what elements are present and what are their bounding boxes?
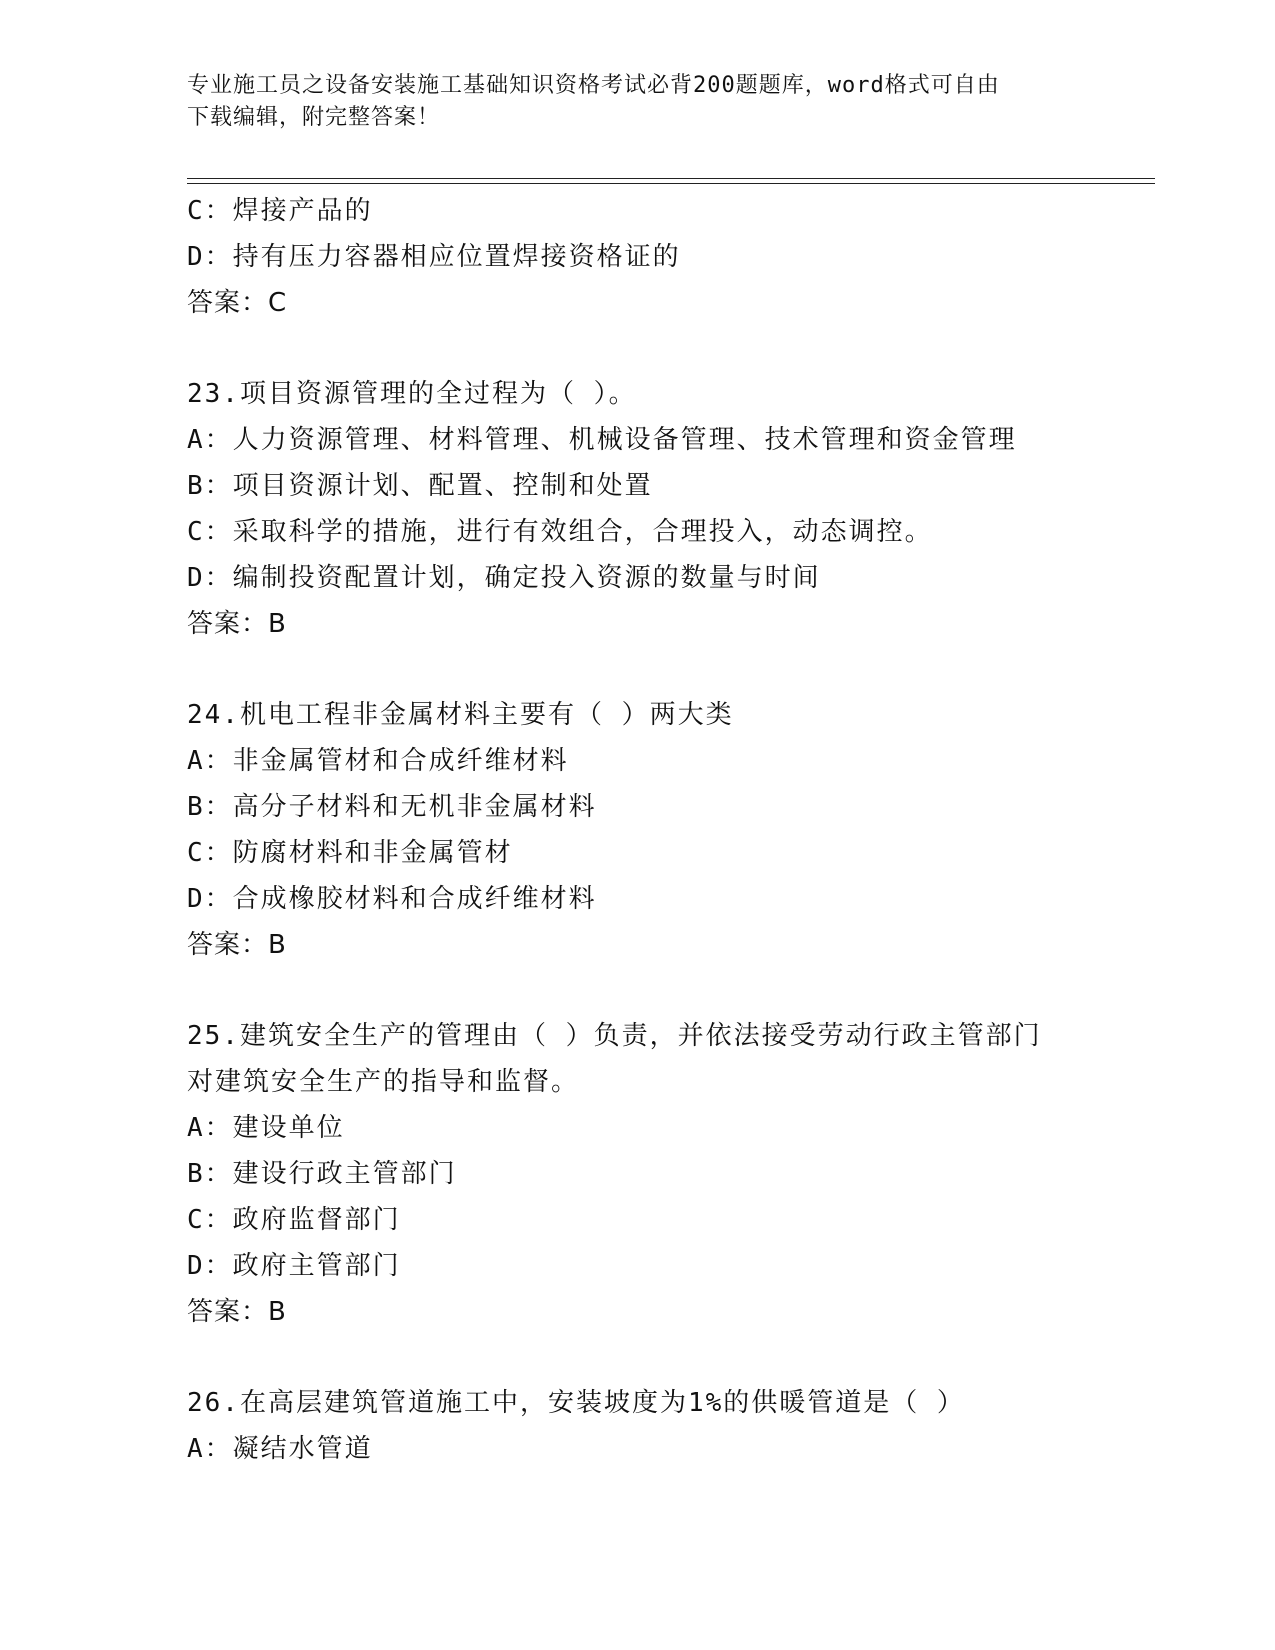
option-a: A：非金属管材和合成纤维材料 xyxy=(187,746,569,776)
question-stem: 24.机电工程非金属材料主要有（ ）两大类 xyxy=(187,700,734,730)
question-24 xyxy=(187,692,1147,968)
answer: 答案：B xyxy=(187,930,287,960)
question-stem-line-1: 25.建筑安全生产的管理由（ ）负责，并依法接受劳动行政主管部门 xyxy=(187,1021,1042,1051)
header-title-line-2: 下载编辑，附完整答案！ xyxy=(187,105,441,130)
option-d: D：政府主管部门 xyxy=(187,1251,401,1281)
answer: 答案：B xyxy=(187,609,287,639)
question-list xyxy=(187,188,1147,1472)
option-d: D：合成橡胶材料和合成纤维材料 xyxy=(187,884,597,914)
answer: 答案：B xyxy=(187,1297,287,1327)
option-c: C：防腐材料和非金属管材 xyxy=(187,838,513,868)
question-23 xyxy=(187,371,1147,647)
answer: 答案：C xyxy=(187,288,288,318)
header-divider-bottom xyxy=(187,183,1155,184)
option-a: A：凝结水管道 xyxy=(187,1434,373,1464)
header-divider-top xyxy=(187,178,1155,179)
option-a: A：人力资源管理、材料管理、机械设备管理、技术管理和资金管理 xyxy=(187,425,1017,455)
question-stem-line-2: 对建筑安全生产的指导和监督。 xyxy=(187,1067,580,1097)
option-c: C：焊接产品的 xyxy=(187,196,373,226)
option-b: B：建设行政主管部门 xyxy=(187,1159,457,1189)
question-stem: 23.项目资源管理的全过程为（ ）。 xyxy=(187,379,637,409)
option-c: C：政府监督部门 xyxy=(187,1205,401,1235)
document-header xyxy=(187,70,1087,134)
question-stem: 26.在高层建筑管道施工中，安装坡度为1%的供暖管道是（ ） xyxy=(187,1388,965,1418)
option-b: B：高分子材料和无机非金属材料 xyxy=(187,792,597,822)
question-22-tail xyxy=(187,188,1147,326)
header-title-line-1: 专业施工员之设备安装施工基础知识资格考试必背200题题库，word格式可自由 xyxy=(187,73,1000,98)
option-a: A：建设单位 xyxy=(187,1113,345,1143)
option-d: D：持有压力容器相应位置焊接资格证的 xyxy=(187,242,681,272)
option-c: C：采取科学的措施，进行有效组合，合理投入，动态调控。 xyxy=(187,517,933,547)
question-25 xyxy=(187,1013,1147,1335)
question-26 xyxy=(187,1380,1147,1472)
option-d: D：编制投资配置计划，确定投入资源的数量与时间 xyxy=(187,563,821,593)
option-b: B：项目资源计划、配置、控制和处置 xyxy=(187,471,653,501)
